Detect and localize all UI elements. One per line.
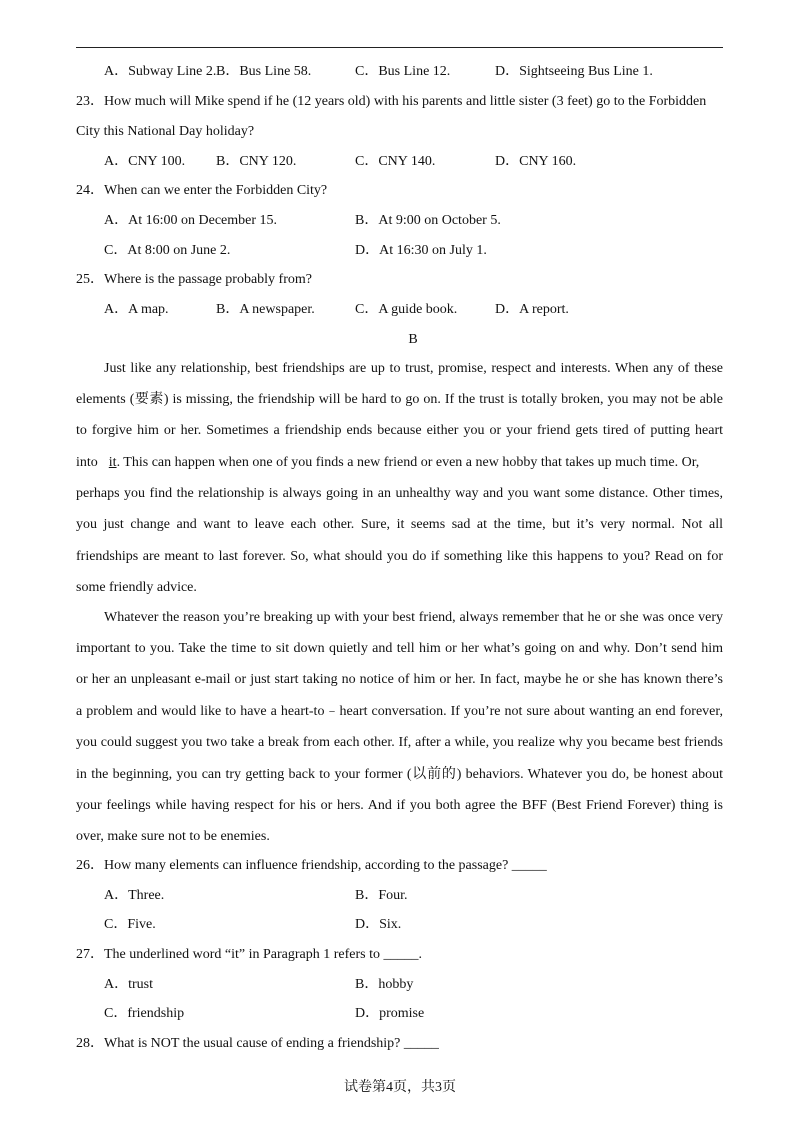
- q24-option-a: A．At 16:00 on December 15.: [104, 213, 278, 228]
- p1-line-2: elements (要素) is missing, the friendship will be hard to go on. If the trust is totally broken, you may not be able: [76, 392, 723, 407]
- p1-line-4-start: into: [76, 455, 98, 470]
- q22-option-d: D．Sightseeing Bus Line 1.: [495, 64, 653, 79]
- q23-option-c: C．CNY 140.: [355, 154, 436, 169]
- q23-option-b: B．CNY 120.: [216, 154, 297, 169]
- q27-option-d: D．promise: [355, 1006, 425, 1021]
- p1-line-8: some friendly advice.: [76, 580, 197, 595]
- q22-option-b: B．Bus Line 58.: [216, 64, 312, 79]
- q23-stem-line2: City this National Day holiday?: [76, 124, 255, 139]
- q27-stem: 27．The underlined word “it” in Paragraph 1 refers to _____.: [76, 947, 423, 962]
- q25-option-c: C．A guide book.: [355, 302, 458, 317]
- q24-option-c: C．At 8:00 on June 2.: [104, 243, 231, 258]
- q26-option-a: A．Three.: [104, 888, 165, 903]
- q24-option-b: B．At 9:00 on October 5.: [355, 213, 501, 228]
- q27-option-b: B．hobby: [355, 977, 414, 992]
- q25-option-a: A．A map.: [104, 302, 169, 317]
- p2-line-7: your feelings while having respect for his or hers. And if you both agree the BFF (Best Friend Forever) thing is: [76, 798, 723, 813]
- p1-line-4: [76, 454, 723, 472]
- p1-line-4-end: . This can happen when one of you finds a new friend or even a new hobby that takes up much time. Or,: [116, 455, 700, 470]
- p2-line-4: a problem and would like to have a heart-to﹣heart conversation. If you’re not sure about wanting an end forever,: [76, 704, 723, 719]
- q25-stem: 25．Where is the passage probably from?: [76, 272, 312, 287]
- q22-option-a: A．Subway Line 2.: [104, 64, 217, 79]
- q26-stem: 26．How many elements can influence friendship, according to the passage? _____: [76, 858, 547, 873]
- q23-option-a: A．CNY 100.: [104, 154, 186, 169]
- q28-stem: 28．What is NOT the usual cause of ending a friendship? _____: [76, 1036, 439, 1051]
- q22-option-c: C．Bus Line 12.: [355, 64, 451, 79]
- p2-line-3: or her an unpleasant e-mail or just start taking no notice of him or her. In fact, maybe he or she has known there’s: [76, 672, 723, 687]
- p1-line-7: friendships are meant to last forever. So, what should you do if something like this happens to you? Read on for: [76, 549, 723, 564]
- q25-option-d: D．A report.: [495, 302, 569, 317]
- q23-option-d: D．CNY 160.: [495, 154, 577, 169]
- top-rule: [76, 47, 723, 48]
- p2-line-8: over, make sure not to be enemies.: [76, 829, 270, 844]
- q25-option-b: B．A newspaper.: [216, 302, 315, 317]
- p2-line-1: Whatever the reason you’re breaking up with your best friend, always remember that he or she was once very: [104, 610, 723, 625]
- p1-line-5: perhaps you find the relationship is always going in an unhealthy way and you want some distance. Other times,: [76, 486, 723, 501]
- q24-stem: 24．When can we enter the Forbidden City?: [76, 183, 328, 198]
- p2-line-2: important to you. Take the time to sit down quietly and tell him or her what’s going on and why. Don’t send him: [76, 641, 723, 656]
- q26-option-c: C．Five.: [104, 917, 156, 932]
- q23-stem-line1: 23．How much will Mike spend if he (12 years old) with his parents and little sister (3 feet) go to the Forbidden: [76, 94, 707, 109]
- section-heading-b: B: [408, 332, 418, 347]
- p1-line-1: Just like any relationship, best friendships are up to trust, promise, respect and interests. When any of these: [104, 361, 723, 376]
- p1-line-6: you just change and want to leave each other. Sure, it seems sad at the time, but it’s very normal. Not all: [76, 517, 723, 532]
- p2-line-6: in the beginning, you can try getting back to your former (以前的) behaviors. Whatever you do, be honest about: [76, 767, 723, 782]
- page-footer: 试卷第4页，共3页: [344, 1080, 456, 1095]
- q26-option-b: B．Four.: [355, 888, 408, 903]
- q24-option-d: D．At 16:30 on July 1.: [355, 243, 487, 258]
- p1-line-3: to forgive him or her. Sometimes a friendship ends because either you or your friend gets tired of putting heart: [76, 423, 723, 438]
- q27-option-c: C．friendship: [104, 1006, 185, 1021]
- q26-option-d: D．Six.: [355, 917, 402, 932]
- underlined-word-it: it: [108, 455, 117, 470]
- q27-option-a: A．trust: [104, 977, 153, 992]
- p2-line-5: you could suggest you two take a break from each other. If, after a while, you realize why you became best friends: [76, 735, 723, 750]
